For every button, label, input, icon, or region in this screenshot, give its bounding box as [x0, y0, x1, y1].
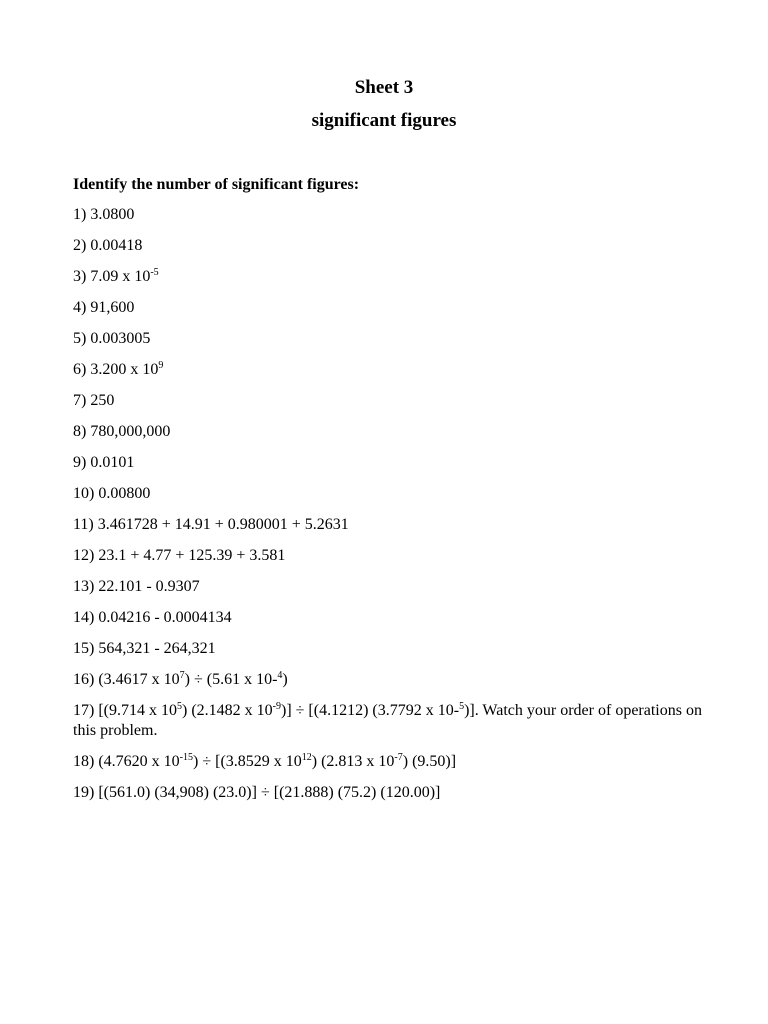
problem-item [73, 752, 713, 772]
problem-text: 1) 3.0800 [73, 206, 135, 223]
exponent: 4 [277, 670, 283, 681]
problem-text: )]. Watch your order of operations on this problem. [73, 702, 702, 739]
problem-item [73, 515, 713, 535]
problem-text: 17) [(9.714 x 10 [73, 702, 177, 719]
problem-item [73, 205, 713, 225]
problem-text: 2) 0.00418 [73, 237, 143, 254]
problem-text: 11) 3.461728 + 14.91 + 0.980001 + 5.2631 [73, 516, 349, 533]
exponent: 12 [301, 752, 312, 763]
problem-item [73, 422, 713, 442]
problem-text: 4) 91,600 [73, 299, 135, 316]
problem-text: 14) 0.04216 - 0.0004134 [73, 609, 232, 626]
exponent: 7 [179, 670, 185, 681]
exponent: -15 [179, 752, 193, 763]
problem-item [73, 360, 713, 380]
problem-text: ) ÷ (5.61 x 10- [184, 671, 278, 688]
exponent: 5 [176, 701, 182, 712]
problem-item [73, 783, 713, 803]
problem-text: ) (2.1482 x 10 [181, 702, 273, 719]
problem-text: 7) 250 [73, 392, 115, 409]
exponent: -5 [150, 267, 159, 278]
exponent: -9 [272, 701, 281, 712]
problem-item [73, 267, 713, 287]
problem-item [73, 236, 713, 256]
problem-text: ) ÷ [(3.8529 x 10 [193, 753, 302, 770]
problem-list [73, 205, 713, 814]
problem-text: 9) 0.0101 [73, 454, 135, 471]
problem-item [73, 453, 713, 473]
problem-item [73, 701, 713, 741]
exponent: -7 [394, 752, 403, 763]
problem-text: 18) (4.7620 x 10 [73, 753, 180, 770]
problem-text: 8) 780,000,000 [73, 423, 171, 440]
problem-text: 15) 564,321 - 264,321 [73, 640, 216, 657]
problem-text: 13) 22.101 - 0.9307 [73, 578, 200, 595]
instruction-heading: Identify the number of significant figures: [73, 176, 360, 193]
problem-item [73, 391, 713, 411]
exponent: 5 [459, 701, 465, 712]
problem-text: ) [282, 671, 288, 688]
problem-text: ) (2.813 x 10 [311, 753, 395, 770]
problem-text: 10) 0.00800 [73, 485, 151, 502]
problem-item [73, 577, 713, 597]
exponent: 9 [158, 360, 164, 371]
problem-text: 19) [(561.0) (34,908) (23.0)] ÷ [(21.888) (75.2) (120.00)] [73, 784, 441, 801]
problem-text: 3) 7.09 x 10 [73, 268, 151, 285]
problem-item [73, 329, 713, 349]
page-title: Sheet 3 [354, 77, 414, 98]
problem-text: ) (9.50)] [402, 753, 457, 770]
problem-text: 16) (3.4617 x 10 [73, 671, 180, 688]
problem-text: 12) 23.1 + 4.77 + 125.39 + 3.581 [73, 547, 286, 564]
problem-item [73, 670, 713, 690]
problem-text: 5) 0.003005 [73, 330, 151, 347]
problem-item [73, 546, 713, 566]
problem-text: 6) 3.200 x 10 [73, 361, 159, 378]
problem-item [73, 608, 713, 628]
problem-item [73, 639, 713, 659]
problem-item [73, 484, 713, 504]
problem-text: )] ÷ [(4.1212) (3.7792 x 10- [280, 702, 460, 719]
page-subtitle: significant figures [311, 110, 457, 131]
problem-item [73, 298, 713, 318]
